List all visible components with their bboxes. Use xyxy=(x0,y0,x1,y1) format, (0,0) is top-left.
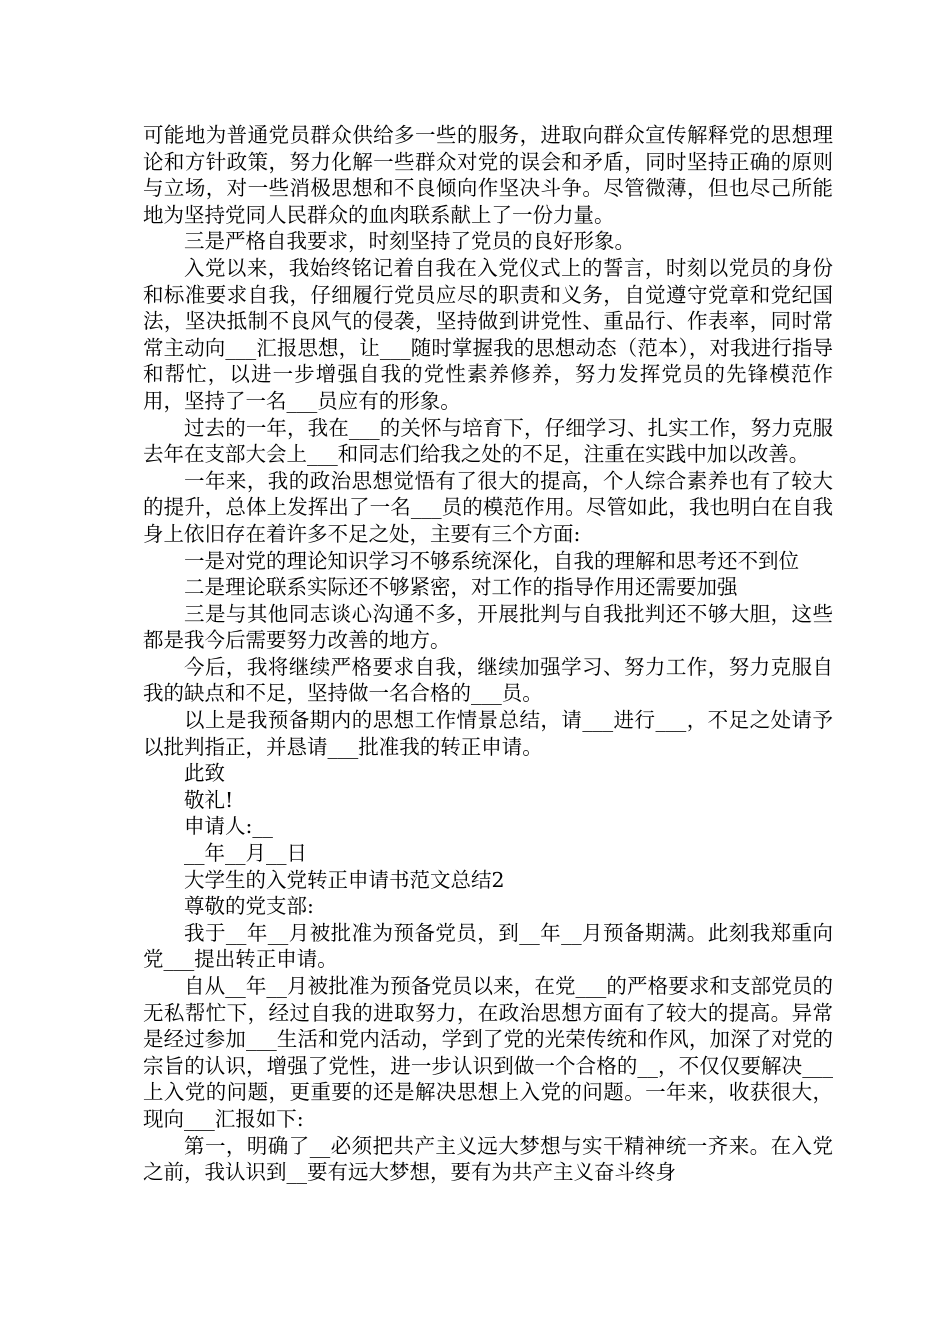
section-title: 大学生的入党转正申请书范文总结2 xyxy=(184,867,505,892)
date-line: __年__月__日 xyxy=(184,841,307,866)
paragraph-future: 今后，我将继续严格要求自我，继续加强学习、努力工作，努力克服自我的缺点和不足，坚持做一名合格的___员。 xyxy=(143,654,833,706)
paragraph-application: 我于__年__月被批准为预备党员，到__年__月预备期满。此刻我郑重向党___提出转正申请。 xyxy=(143,920,833,972)
paragraph-past-year: 过去的一年，我在___的关怀与培育下，仔细学习、扎实工作，努力克服去年在支部大会上___和同志们给我之处的不足，注重在实践中加以改善。 xyxy=(143,415,833,467)
paragraph-since-joining: 入党以来，我始终铭记着自我在入党仪式上的誓言，时刻以党员的身份和标准要求自我，仔细履行党员应尽的职责和义务，自觉遵守党章和党纪国法，坚决抵制不良风气的侵袭，坚持做到讲党性、重品行、作表率，同时常常主动向___汇报思想，让___随时掌握我的思想动态（范本），对我进行指导和帮忙，以进一步增强自我的党性素养修养，努力发挥党员的先锋模范作用，坚持了一名___员应有的形象。 xyxy=(143,255,833,413)
paragraph-summary: 以上是我预备期内的思想工作情景总结，请___进行___，不足之处请予以批判指正，并恳请___批准我的转正申请。 xyxy=(143,708,833,759)
paragraph-first-point: 第一，明确了__必须把共产主义远大梦想与实干精神统一齐来。在入党之前，我认识到__要有远大梦想，要有为共产主义奋斗终身 xyxy=(143,1133,833,1185)
paragraph-shortcoming-1: 一是对党的理论知识学习不够系统深化，自我的理解和思考还不到位 xyxy=(184,548,799,573)
paragraph-point-three: 三是严格自我要求，时刻坚持了党员的良好形象。 xyxy=(184,229,635,254)
salutation: 尊敬的党支部: xyxy=(184,894,314,919)
paragraph-since-approval: 自从__年__月被批准为预备党员以来，在党___的严格要求和支部党员的无私帮忙下，经过自我的进取努力，在政治思想方面有了较大的提高。异常是经过参加___生活和党内活动，学到了党的光荣传统和作风，加深了对党的宗旨的认识，增强了党性，进一步认识到做一个合格的__，不仅仅要解决___上入党的问题，更重要的还是解决思想上入党的问题。一年来，收获很大，现向___汇报如下: xyxy=(143,974,833,1131)
document-page xyxy=(143,122,833,1186)
paragraph-continuation: 可能地为普通党员群众供给多一些的服务，进取向群众宣传解释党的思想理论和方针政策，努力化解一些群众对党的误会和矛盾，同时坚持正确的原则与立场，对一些消极思想和不良倾向作坚决斗争。尽管微薄，但也尽己所能地为坚持党同人民群众的血肉联系献上了一份力量。 xyxy=(143,123,833,227)
paragraph-shortcoming-3: 三是与其他同志谈心沟通不多，开展批判与自我批判还不够大胆，这些都是我今后需要努力改善的地方。 xyxy=(143,601,833,653)
closing-cizhi: 此致 xyxy=(184,761,225,786)
paragraph-one-year: 一年来，我的政治思想觉悟有了很大的提高，个人综合素养也有了较大的提升，总体上发挥出了一名___员的模范作用。尽管如此，我也明白在自我身上依旧存在着许多不足之处，主要有三个方面: xyxy=(143,468,833,546)
closing-jingli: 敬礼! xyxy=(184,787,234,812)
applicant-line: 申请人:__ xyxy=(184,814,273,839)
paragraph-shortcoming-2: 二是理论联系实际还不够紧密，对工作的指导作用还需要加强 xyxy=(184,575,738,600)
